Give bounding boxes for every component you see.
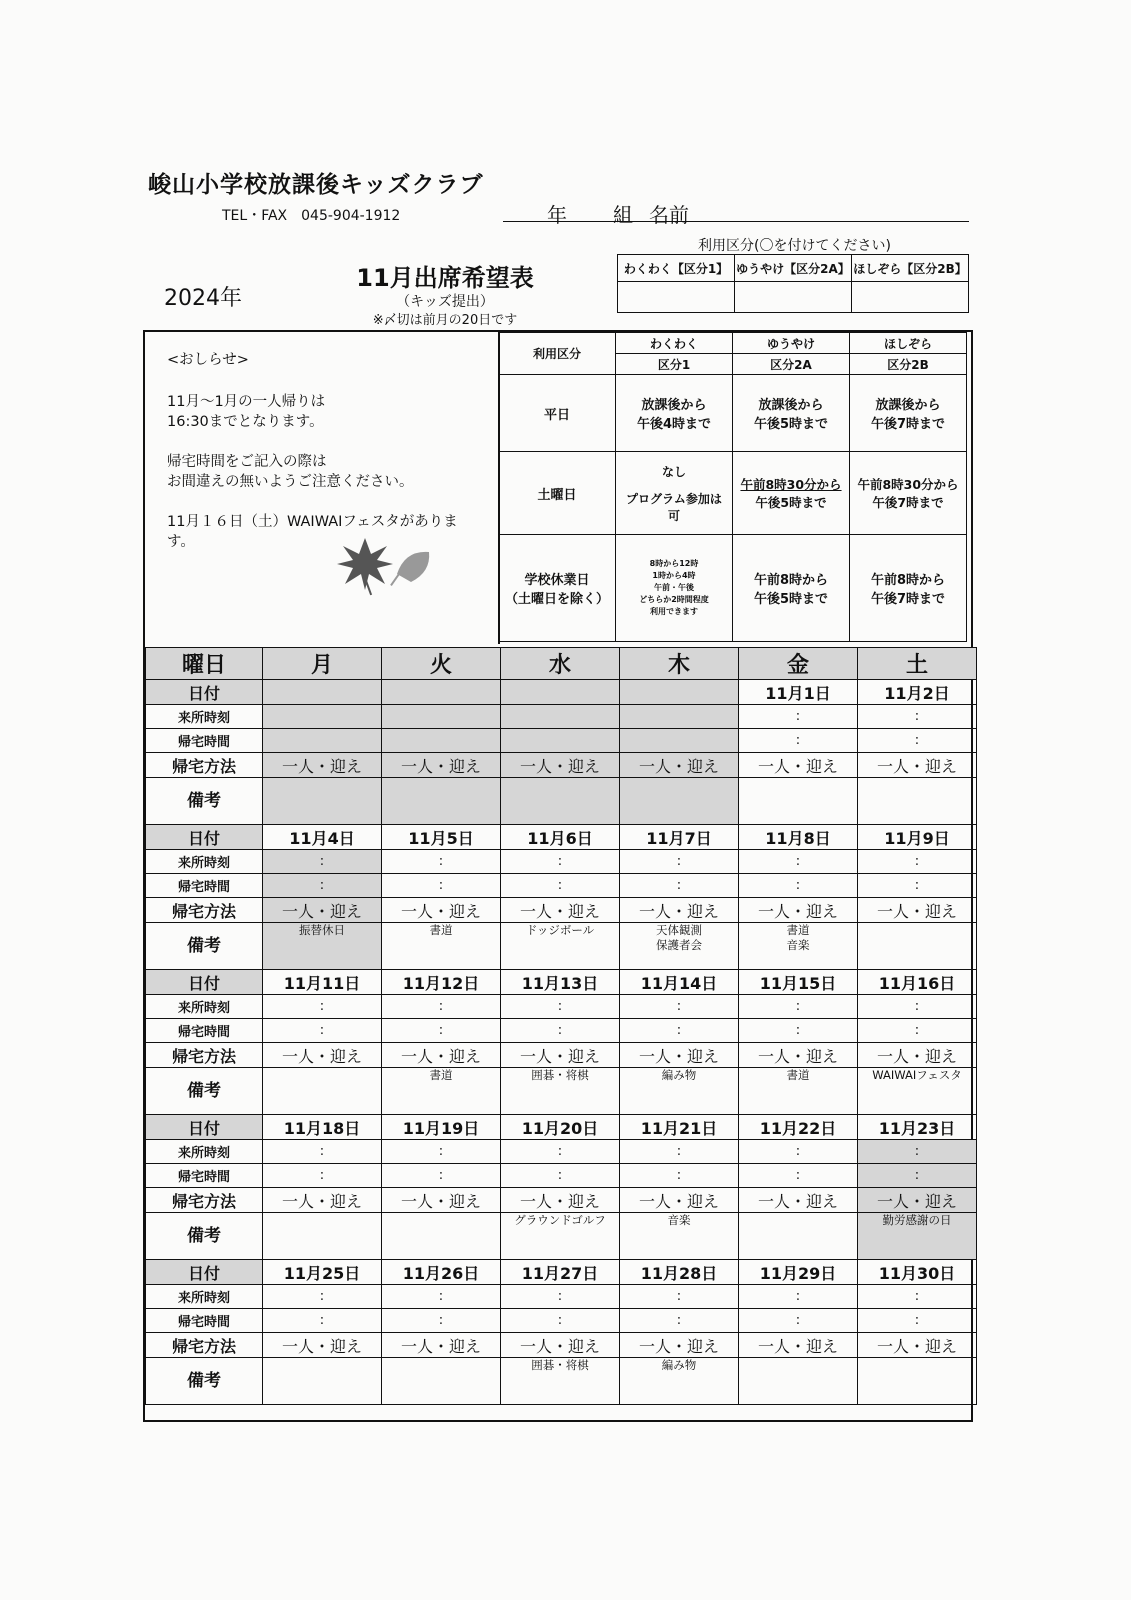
kubun-option: わくわく【区分1】 [618, 255, 735, 282]
attendance-schedule-table [145, 647, 977, 1405]
return-method-cell[interactable]: 一人・迎え [501, 1188, 620, 1213]
return-method-cell[interactable]: 一人・迎え [382, 1188, 501, 1213]
return-method-cell[interactable]: 一人・迎え [739, 1333, 858, 1358]
date-cell: 11月1日 [739, 680, 858, 705]
return-time-cell[interactable]: : [739, 1164, 858, 1188]
return-method-cell[interactable]: 一人・迎え [858, 1043, 977, 1068]
info-col-name: ほしぞら [850, 333, 967, 354]
return-time-cell[interactable]: : [501, 1164, 620, 1188]
return-time-cell[interactable]: : [263, 1309, 382, 1333]
method-row-label: 帰宅方法 [146, 898, 263, 923]
return-time-cell[interactable]: : [858, 874, 977, 898]
notice-text: お間違えの無いようご注意ください。 [167, 474, 414, 490]
time-row-label: 帰宅時間 [146, 874, 263, 898]
note-cell [620, 923, 739, 970]
year-field-label: 年 [547, 203, 567, 227]
return-time-cell[interactable]: : [858, 729, 977, 753]
return-time-cell[interactable]: : [501, 1019, 620, 1043]
info-col-name: わくわく [616, 333, 733, 354]
date-cell [501, 680, 620, 705]
day-header: 土 [858, 648, 977, 680]
arrive-time-cell[interactable]: : [620, 995, 739, 1019]
return-method-cell[interactable]: 一人・迎え [739, 1043, 858, 1068]
week-4-time-row [146, 1164, 977, 1188]
week-3-time-row [146, 995, 977, 1019]
notice-box [145, 332, 500, 644]
return-method-cell[interactable]: 一人・迎え [501, 898, 620, 923]
week-2-time-row [146, 850, 977, 874]
time-row-label: 来所時刻 [146, 1285, 263, 1309]
return-time-cell[interactable]: : [620, 1019, 739, 1043]
week-1-date-row [146, 680, 977, 705]
note-text: 書道 [429, 1068, 453, 1082]
info-header: 利用区分 [499, 333, 616, 375]
info-cell: 8時から12時 1時から4時 午前・午後 どちらか2時間程度 利用できます [616, 535, 733, 642]
info-col-kubun: 区分1 [616, 354, 733, 375]
info-cell: 放課後から 午後4時まで [616, 375, 733, 452]
week-3-note-row [146, 1068, 977, 1115]
submit-note: （キッズ提出） [396, 294, 494, 310]
kubun-select-table [617, 254, 969, 313]
return-time-cell[interactable]: : [501, 874, 620, 898]
arrive-time-cell[interactable]: : [739, 1140, 858, 1164]
day-header: 木 [620, 648, 739, 680]
day-header: 月 [263, 648, 382, 680]
note-text: 編み物 [661, 1358, 697, 1372]
return-method-cell[interactable]: 一人・迎え [739, 1188, 858, 1213]
date-cell: 11月19日 [382, 1115, 501, 1140]
method-row-label: 帰宅方法 [146, 1188, 263, 1213]
note-text: 勤労感謝の日 [882, 1213, 952, 1227]
note-row-label: 備考 [146, 1068, 263, 1115]
arrive-time-cell[interactable]: : [263, 995, 382, 1019]
note-text: 書道 [786, 923, 810, 937]
return-method-cell[interactable]: 一人・迎え [382, 1043, 501, 1068]
note-row-label: 備考 [146, 923, 263, 970]
notice-text: 11月１６日（土）WAIWAIフェスタがありま [167, 514, 458, 530]
date-cell: 11月22日 [739, 1115, 858, 1140]
week-2-method-row [146, 898, 977, 923]
return-time-cell[interactable]: : [382, 1019, 501, 1043]
notice-heading: <おしらせ> [167, 352, 249, 368]
date-cell: 11月25日 [263, 1260, 382, 1285]
arrive-time-cell[interactable]: : [501, 1285, 620, 1309]
return-time-cell[interactable]: : [263, 1019, 382, 1043]
return-time-cell[interactable]: : [858, 1309, 977, 1333]
date-cell: 11月6日 [501, 825, 620, 850]
date-cell: 11月5日 [382, 825, 501, 850]
note-cell [382, 778, 501, 825]
info-cell: 放課後から 午後7時まで [850, 375, 967, 452]
return-method-cell[interactable]: 一人・迎え [501, 1333, 620, 1358]
return-time-cell[interactable]: : [382, 874, 501, 898]
time-row-label: 来所時刻 [146, 850, 263, 874]
return-time-cell[interactable] [501, 729, 620, 753]
date-row-label: 日付 [146, 970, 263, 995]
arrive-time-cell[interactable]: : [858, 850, 977, 874]
note-cell [858, 923, 977, 970]
week-3-date-row [146, 970, 977, 995]
return-time-cell[interactable]: : [382, 1164, 501, 1188]
note-cell [620, 778, 739, 825]
day-header: 金 [739, 648, 858, 680]
date-cell: 11月29日 [739, 1260, 858, 1285]
kubun-info-table [498, 332, 967, 642]
arrive-time-cell[interactable]: : [739, 1285, 858, 1309]
note-row-label: 備考 [146, 778, 263, 825]
week-3-time-row [146, 1019, 977, 1043]
arrive-time-cell[interactable]: : [739, 995, 858, 1019]
return-time-cell[interactable] [382, 729, 501, 753]
week-2-date-row [146, 825, 977, 850]
note-cell [739, 1213, 858, 1260]
return-method-cell[interactable]: 一人・迎え [263, 898, 382, 923]
arrive-time-cell[interactable]: : [739, 705, 858, 729]
return-method-cell[interactable]: 一人・迎え [620, 898, 739, 923]
return-time-cell[interactable] [263, 729, 382, 753]
info-cell: 放課後から 午後5時まで [733, 375, 850, 452]
note-text: 書道 [786, 1068, 810, 1082]
date-cell: 11月15日 [739, 970, 858, 995]
note-text: WAIWAIフェスタ [872, 1068, 962, 1082]
week-5-note-row [146, 1358, 977, 1405]
club-title: 峻山小学校放課後キッズクラブ [148, 172, 484, 198]
arrive-time-cell[interactable]: : [858, 995, 977, 1019]
return-method-cell[interactable]: 一人・迎え [263, 1188, 382, 1213]
return-method-cell[interactable]: 一人・迎え [501, 753, 620, 778]
return-method-cell[interactable]: 一人・迎え [620, 1188, 739, 1213]
date-cell [620, 680, 739, 705]
method-row-label: 帰宅方法 [146, 1043, 263, 1068]
date-cell: 11月23日 [858, 1115, 977, 1140]
week-4-date-row [146, 1115, 977, 1140]
return-method-cell[interactable]: 一人・迎え [858, 753, 977, 778]
note-cell [501, 1213, 620, 1260]
week-1-time-row [146, 705, 977, 729]
info-cell: なし プログラム参加は 可 [616, 452, 733, 535]
return-time-cell[interactable]: : [620, 1164, 739, 1188]
date-row-label: 日付 [146, 680, 263, 705]
time-row-label: 来所時刻 [146, 995, 263, 1019]
return-time-cell[interactable]: : [739, 1309, 858, 1333]
note-cell [382, 1213, 501, 1260]
arrive-time-cell[interactable]: : [501, 1140, 620, 1164]
note-cell [858, 778, 977, 825]
note-cell [501, 1358, 620, 1405]
note-text: 音楽 [667, 1213, 691, 1227]
date-cell: 11月30日 [858, 1260, 977, 1285]
note-cell [620, 1213, 739, 1260]
return-method-cell[interactable]: 一人・迎え [263, 1333, 382, 1358]
arrive-time-cell[interactable]: : [501, 850, 620, 874]
info-cell: 午前8時から 午後7時まで [850, 535, 967, 642]
time-row-label: 来所時刻 [146, 1140, 263, 1164]
date-cell: 11月13日 [501, 970, 620, 995]
kubun-circle-cell[interactable] [852, 282, 969, 313]
arrive-time-cell[interactable] [263, 705, 382, 729]
kubun-circle-cell[interactable] [735, 282, 852, 313]
note-text: 編み物 [661, 1068, 697, 1082]
arrive-time-cell[interactable]: : [382, 1140, 501, 1164]
return-method-cell[interactable]: 一人・迎え [501, 1043, 620, 1068]
week-4-method-row [146, 1188, 977, 1213]
date-row-label: 日付 [146, 1115, 263, 1140]
arrive-time-cell[interactable]: : [620, 1285, 739, 1309]
class-field-label: 組 [613, 203, 633, 227]
week-5-time-row [146, 1285, 977, 1309]
return-method-cell[interactable]: 一人・迎え [382, 1333, 501, 1358]
note-cell [501, 778, 620, 825]
note-cell [858, 1068, 977, 1115]
date-cell: 11月7日 [620, 825, 739, 850]
info-row-label: 土曜日 [499, 452, 616, 535]
return-method-cell[interactable]: 一人・迎え [620, 753, 739, 778]
week-3-method-row [146, 1043, 977, 1068]
arrive-time-cell[interactable]: : [382, 995, 501, 1019]
note-cell [263, 1358, 382, 1405]
kubun-caption: 利用区分(〇を付けてください) [698, 238, 891, 254]
return-method-cell[interactable]: 一人・迎え [739, 753, 858, 778]
arrive-time-cell[interactable]: : [739, 850, 858, 874]
date-cell: 11月21日 [620, 1115, 739, 1140]
note-cell [739, 923, 858, 970]
date-cell: 11月14日 [620, 970, 739, 995]
method-row-label: 帰宅方法 [146, 1333, 263, 1358]
date-cell: 11月20日 [501, 1115, 620, 1140]
date-cell: 11月9日 [858, 825, 977, 850]
note-text: グラウンドゴルフ [514, 1213, 606, 1227]
return-method-cell[interactable]: 一人・迎え [382, 753, 501, 778]
arrive-time-cell[interactable]: : [263, 1285, 382, 1309]
time-row-label: 帰宅時間 [146, 1309, 263, 1333]
date-row-label: 日付 [146, 1260, 263, 1285]
arrive-time-cell[interactable]: : [263, 1140, 382, 1164]
note-cell [382, 1068, 501, 1115]
time-row-label: 帰宅時間 [146, 1019, 263, 1043]
info-col-kubun: 区分2B [850, 354, 967, 375]
note-cell [382, 1358, 501, 1405]
return-time-cell[interactable]: : [263, 1164, 382, 1188]
day-header: 水 [501, 648, 620, 680]
note-cell [263, 1213, 382, 1260]
date-cell: 11月8日 [739, 825, 858, 850]
info-row-label: 平日 [499, 375, 616, 452]
return-time-cell[interactable]: : [858, 1164, 977, 1188]
date-cell: 11月12日 [382, 970, 501, 995]
note-cell [739, 1358, 858, 1405]
note-cell [620, 1358, 739, 1405]
note-text: ドッジボール [525, 923, 595, 937]
arrive-time-cell[interactable] [620, 705, 739, 729]
return-time-cell[interactable]: : [620, 874, 739, 898]
week-5-time-row [146, 1309, 977, 1333]
notice-text: 11月～1月の一人帰りは [167, 394, 326, 410]
note-cell [620, 1068, 739, 1115]
arrive-time-cell[interactable]: : [263, 850, 382, 874]
date-cell: 11月28日 [620, 1260, 739, 1285]
date-cell: 11月4日 [263, 825, 382, 850]
note-cell [263, 923, 382, 970]
tel-fax: TEL・FAX 045-904-1912 [222, 208, 401, 224]
day-label: 曜日 [146, 648, 263, 680]
note-row-label: 備考 [146, 1213, 263, 1260]
note-cell [739, 1068, 858, 1115]
date-cell [263, 680, 382, 705]
note-text: 書道 [429, 923, 453, 937]
return-time-cell[interactable]: : [620, 1309, 739, 1333]
form-title: 11月出席希望表 [356, 264, 534, 292]
note-row-label: 備考 [146, 1358, 263, 1405]
notice-text: す。 [167, 534, 195, 550]
time-row-label: 帰宅時間 [146, 729, 263, 753]
kubun-circle-cell[interactable] [618, 282, 735, 313]
time-row-label: 帰宅時間 [146, 1164, 263, 1188]
notice-text: 帰宅時間をご記入の際は [167, 454, 327, 470]
note-cell [858, 1358, 977, 1405]
info-cell: 午前8時30分から 午後7時まで [850, 452, 967, 535]
week-1-note-row [146, 778, 977, 825]
arrive-time-cell[interactable]: : [858, 1140, 977, 1164]
return-time-cell[interactable]: : [739, 874, 858, 898]
note-text: 保護者会 [656, 938, 702, 952]
note-cell [382, 923, 501, 970]
return-time-cell[interactable]: : [739, 729, 858, 753]
note-text: 振替休日 [299, 923, 345, 937]
week-1-method-row [146, 753, 977, 778]
return-method-cell[interactable]: 一人・迎え [620, 1043, 739, 1068]
arrive-time-cell[interactable] [382, 705, 501, 729]
note-cell [263, 1068, 382, 1115]
date-cell: 11月18日 [263, 1115, 382, 1140]
note-text: 音楽 [786, 938, 810, 952]
date-cell: 11月27日 [501, 1260, 620, 1285]
info-row-label: 学校休業日 （土曜日を除く） [499, 535, 616, 642]
week-2-note-row [146, 923, 977, 970]
time-row-label: 来所時刻 [146, 705, 263, 729]
return-method-cell[interactable]: 一人・迎え [858, 1188, 977, 1213]
return-method-cell[interactable]: 一人・迎え [620, 1333, 739, 1358]
arrive-time-cell[interactable]: : [501, 995, 620, 1019]
return-method-cell[interactable]: 一人・迎え [263, 753, 382, 778]
info-col-kubun: 区分2A [733, 354, 850, 375]
return-time-cell[interactable]: : [382, 1309, 501, 1333]
notice-text: 16:30までとなります。 [167, 414, 324, 430]
arrive-time-cell[interactable]: : [858, 1285, 977, 1309]
note-text: 天体観測 [656, 923, 702, 937]
note-text: 囲碁・将棋 [531, 1358, 589, 1372]
note-cell [501, 1068, 620, 1115]
info-col-name: ゆうやけ [733, 333, 850, 354]
return-time-cell[interactable]: : [263, 874, 382, 898]
week-1-time-row [146, 729, 977, 753]
return-time-cell[interactable]: : [501, 1309, 620, 1333]
arrive-time-cell[interactable]: : [620, 1140, 739, 1164]
return-method-cell[interactable]: 一人・迎え [382, 898, 501, 923]
day-header: 火 [382, 648, 501, 680]
note-text: 囲碁・将棋 [531, 1068, 589, 1082]
note-cell [858, 1213, 977, 1260]
date-cell: 11月16日 [858, 970, 977, 995]
method-row-label: 帰宅方法 [146, 753, 263, 778]
name-field-label: 名前 [649, 203, 689, 227]
week-2-time-row [146, 874, 977, 898]
kubun-option: ゆうやけ【区分2A】 [735, 255, 852, 282]
week-4-time-row [146, 1140, 977, 1164]
return-time-cell[interactable]: : [858, 1019, 977, 1043]
return-method-cell[interactable]: 一人・迎え [739, 898, 858, 923]
date-cell [382, 680, 501, 705]
week-4-note-row [146, 1213, 977, 1260]
return-time-cell[interactable]: : [739, 1019, 858, 1043]
return-time-cell[interactable] [620, 729, 739, 753]
note-cell [739, 778, 858, 825]
info-cell: 午前8時から 午後5時まで [733, 535, 850, 642]
week-5-date-row [146, 1260, 977, 1285]
kubun-option: ほしぞら【区分2B】 [852, 255, 969, 282]
date-row-label: 日付 [146, 825, 263, 850]
arrive-time-cell[interactable]: : [382, 1285, 501, 1309]
date-cell: 11月26日 [382, 1260, 501, 1285]
note-cell [501, 923, 620, 970]
deadline-note: ※〆切は前月の20日です [372, 313, 518, 328]
return-method-cell[interactable]: 一人・迎え [858, 1333, 977, 1358]
form-year: 2024年 [164, 286, 242, 311]
note-cell [263, 778, 382, 825]
arrive-time-cell[interactable]: : [382, 850, 501, 874]
name-line[interactable] [503, 199, 969, 227]
arrive-time-cell[interactable]: : [858, 705, 977, 729]
week-5-method-row [146, 1333, 977, 1358]
return-method-cell[interactable]: 一人・迎え [263, 1043, 382, 1068]
date-cell: 11月11日 [263, 970, 382, 995]
info-cell: 午前8時30分から 午後5時まで [733, 452, 850, 535]
autumn-leaves-icon [335, 528, 435, 598]
arrive-time-cell[interactable] [501, 705, 620, 729]
arrive-time-cell[interactable]: : [620, 850, 739, 874]
return-method-cell[interactable]: 一人・迎え [858, 898, 977, 923]
date-cell: 11月2日 [858, 680, 977, 705]
